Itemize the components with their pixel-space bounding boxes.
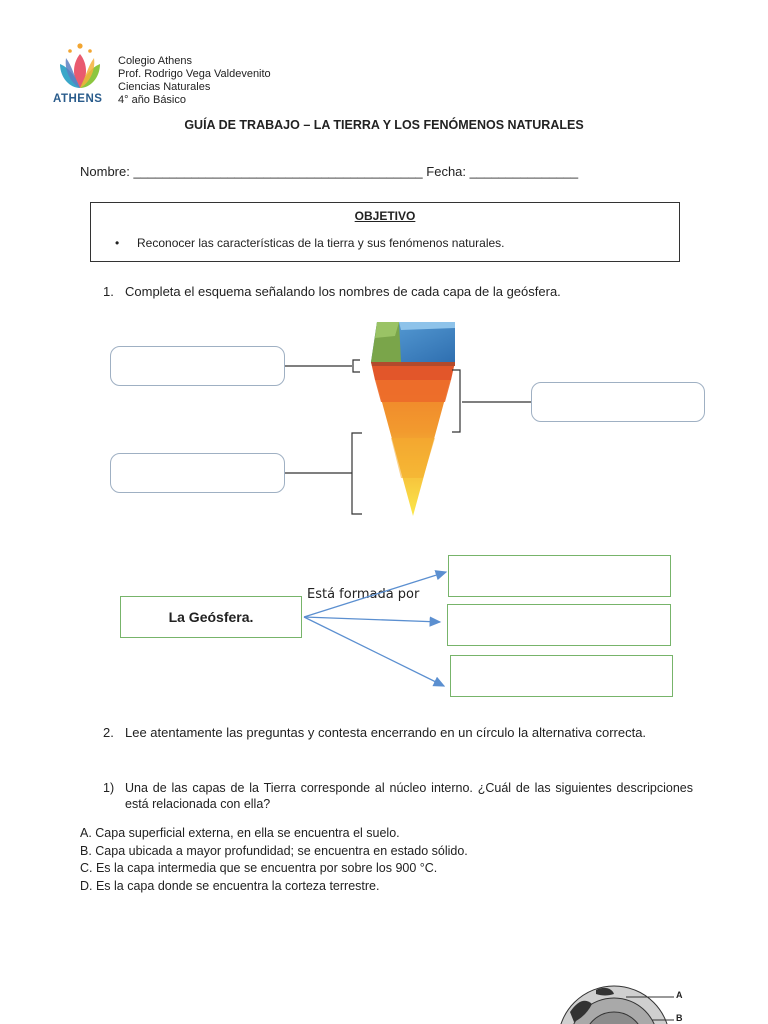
objective-heading: OBJETIVO <box>354 209 416 223</box>
option-b[interactable]: B. Capa ubicada a mayor profundidad; se encuentra en estado sólido. <box>80 843 468 858</box>
school-name: Colegio Athens <box>118 55 192 67</box>
option-d[interactable]: D. Es la capa donde se encuentra la corteza terrestre. <box>80 878 380 893</box>
teacher-name: Prof. Rodrigo Vega Valdevenito <box>118 68 271 80</box>
geosphere-label: La Geósfera. <box>168 609 254 625</box>
question-number: 2. <box>103 725 114 740</box>
geosphere-answer-box[interactable] <box>447 604 671 646</box>
option-a[interactable]: A. Capa superficial externa, en ella se encuentra el suelo. <box>80 826 400 840</box>
question-2 <box>103 724 703 742</box>
arrow-label: Está formada por <box>307 587 420 602</box>
question-text: Completa el esquema señalando los nombres de cada capa de la geósfera. <box>125 284 561 299</box>
option-c[interactable]: C. Es la capa intermedia que se encuentra por sobre los 900 °C. <box>80 861 438 875</box>
earth-cross-section-figure <box>556 982 768 1024</box>
name-date-line[interactable]: Nombre: ________________________________________ Fecha: _______________ <box>80 164 579 179</box>
logo-wordmark: ATHENS <box>53 93 103 105</box>
question-text: Lee atentamente las preguntas y contesta encerrando en un círculo la alternativa correcta. <box>125 725 647 740</box>
geosphere-answer-box[interactable] <box>450 655 673 697</box>
sub-question-text: Una de las capas de la Tierra corresponde al núcleo interno. ¿Cuál de las siguientes descripciones está relacionada con ella? <box>125 781 693 811</box>
geosphere-answer-box[interactable] <box>448 555 671 597</box>
grade-level: 4° año Básico <box>118 94 186 106</box>
figure-label-a: A <box>676 990 683 1000</box>
objective-item: • Reconocer las características de la tierra y sus fenómenos naturales. <box>137 236 505 250</box>
sub-question-number: 1) <box>103 781 115 795</box>
subject-name: Ciencias Naturales <box>118 81 211 93</box>
worksheet-title: GUÍA DE TRABAJO – LA TIERRA Y LOS FENÓMENOS NATURALES <box>184 118 584 132</box>
answer-options <box>80 825 468 895</box>
sub-question-1 <box>103 780 693 812</box>
question-number: 1. <box>103 284 114 299</box>
figure-label-b: B <box>676 1013 683 1023</box>
